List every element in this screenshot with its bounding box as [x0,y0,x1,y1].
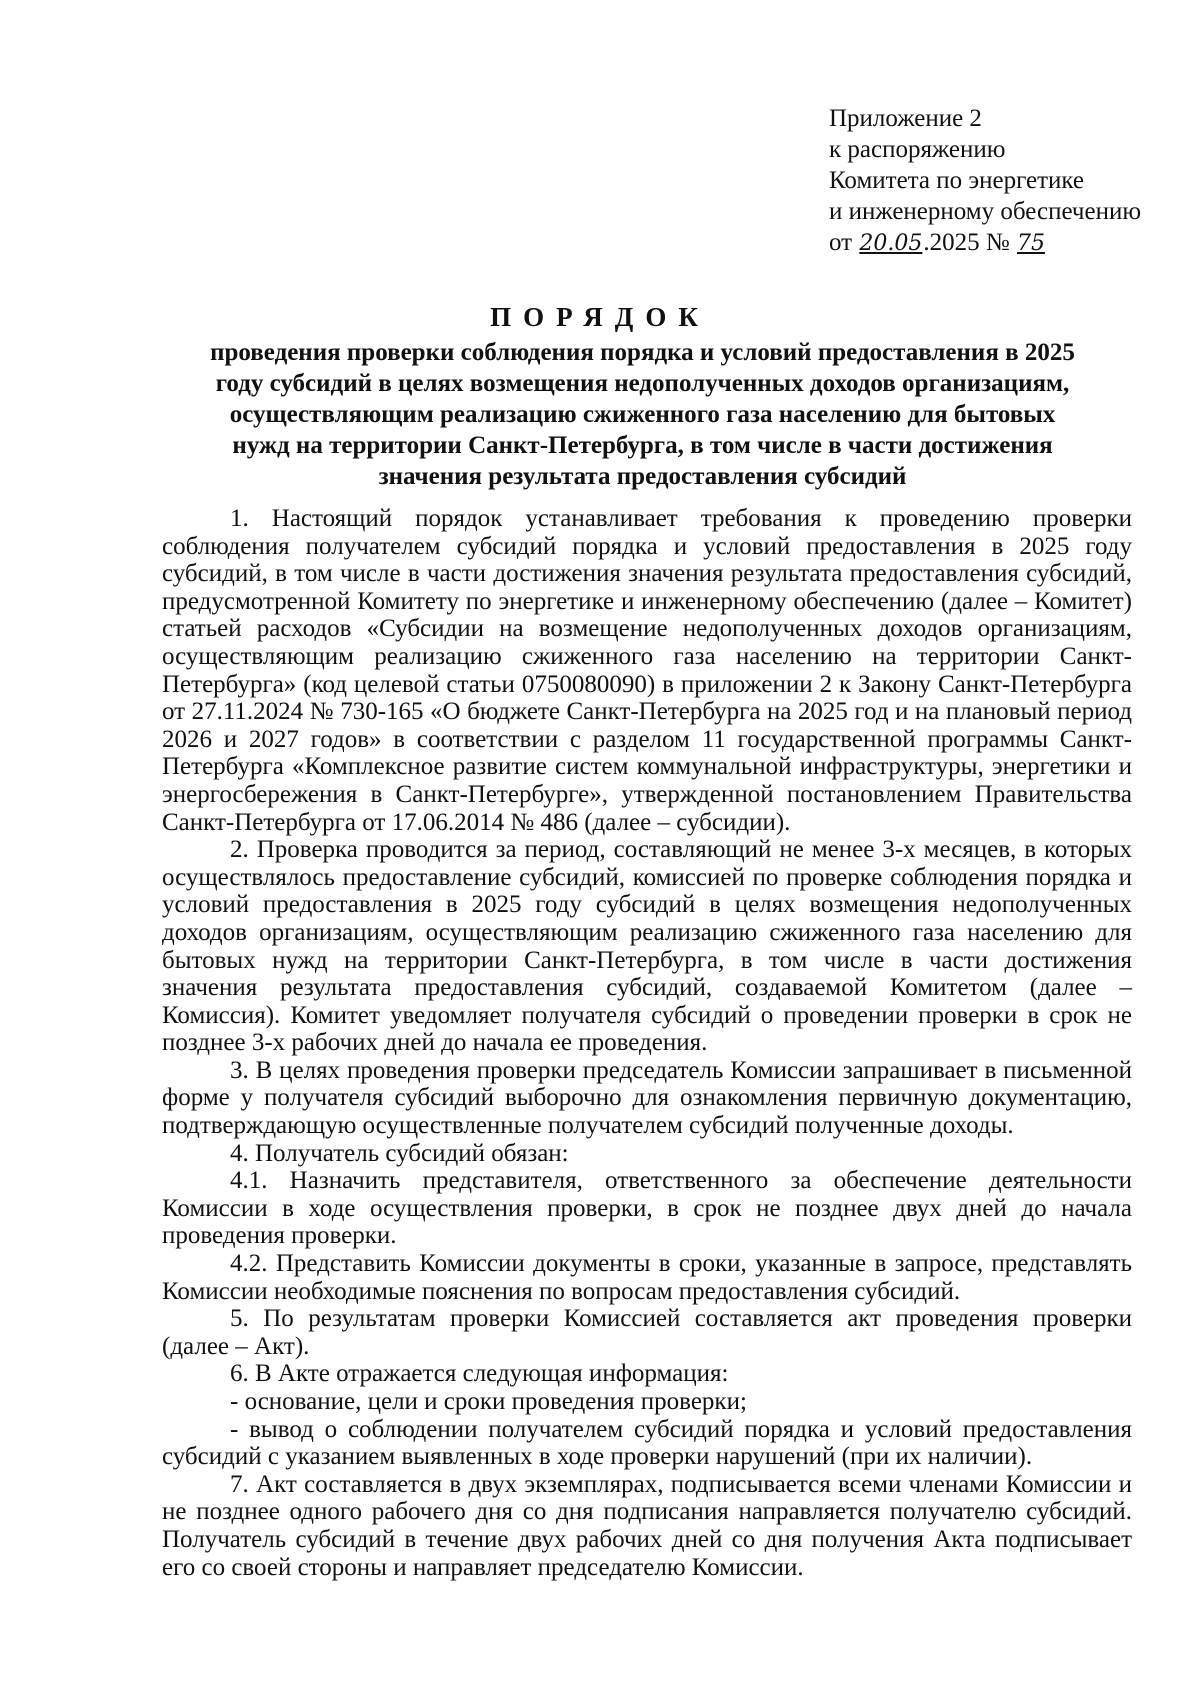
date-prefix: от [829,229,859,256]
handwritten-doc-number: 75 [1016,231,1045,256]
paragraph-3: 3. В целях проведения проверки председатель Комиссии запрашивает в письменной форме у получателя субсидий выборочно для ознакомления первичную документацию, подтверждающую осуществленные получателем субсидий полученные доходы. [162,1056,1132,1140]
paragraph-4-2: 4.2. Представить Комиссии документы в сроки, указанные в запросе, представлять Комиссии необходимые пояснения по вопросам предоставления субсидий. [162,1250,1132,1305]
appendix-line-2: к распоряжению [829,136,1006,163]
date-year: .2025 № [923,229,1016,256]
document-title: ПОРЯДОК [490,302,710,332]
appendix-line-3: Комитета по энергетике [829,167,1085,194]
handwritten-date: 20.05 [859,231,923,256]
document-body [162,505,1132,1581]
appendix-date-line [829,227,1141,259]
paragraph-6-item-1: - основание, цели и сроки проведения проверки; [230,1388,747,1415]
appendix-block [829,103,1141,259]
paragraph-4: 4. Получатель субсидий обязан: [230,1139,569,1167]
paragraph-4-1: 4.1. Назначить представителя, ответственного за обеспечение деятельности Комиссии в ходе осуществления проверки, в срок не позднее двух дней до начала проведения проверки. [162,1167,1132,1250]
appendix-line-4: и инженерному обеспечению [829,198,1142,225]
document-subtitle: проведения проверки соблюдения порядка и условий предоставления в 2025 году субсидий в целях возмещения недополученных доходов организациям, осуществляющим реализацию сжиженного газа населению для бытовых нужд на территории Санкт-Петербурга, в том числе в части достижения значения результата предоставления субсидий [210,339,1075,490]
paragraph-6: 6. В Акте отражается следующая информация: [230,1360,729,1388]
paragraph-6-item-2: - вывод о соблюдении получателем субсидий порядка и условий предоставления субсидий с указанием выявленных в ходе проверки нарушений (при их наличии). [162,1415,1132,1471]
appendix-line-1: Приложение 2 [829,105,982,132]
paragraph-1: 1. Настоящий порядок устанавливает требования к проведению проверки соблюдения получателем субсидий порядка и условий предоставления в 2025 году субсидий, в том числе в части достижения значения результата предоставления субсидий, предусмотренной Комитету по энергетике и инженерному обеспечению (далее – Комитет) статьей расходов «Субсидии на возмещение недополученных доходов организациям, осуществляющим реализацию сжиженного газа населению на территории Санкт-Петербурга» (код целевой статьи 0750080090) в приложении 2 к Закону Санкт-Петербурга от 27.11.2024 № 730-165 «О бюджете Санкт-Петербурга на 2025 год и на плановый период 2026 и 2027 годов» в соответствии с разделом 11 государственной программы Санкт-Петербурга «Комплексное развитие систем коммунальной инфраструктуры, энергетики и энергосбережения в Санкт-Петербурге», утвержденной постановлением Правительства Санкт-Петербурга от 17.06.2014 № 486 (далее – субсидии). [162,505,1132,836]
paragraph-7: 7. Акт составляется в двух экземплярах, подписывается всеми членами Комиссии и не позднее одного рабочего дня со дня подписания направляется получателю субсидий. Получатель субсидий в течение двух рабочих дней со дня получения Акта подписывает его со своей стороны и направляет председателю Комиссии. [162,1470,1132,1581]
paragraph-5: 5. По результатам проверки Комиссией составляется акт проведения проверки (далее – Акт). [162,1305,1132,1360]
paragraph-2: 2. Проверка проводится за период, составляющий не менее 3-х месяцев, в которых осуществлялось предоставление субсидий, комиссией по проверке соблюдения порядка и условий предоставления в 2025 году субсидий в целях возмещения недополученных доходов организациям, осуществляющим реализацию сжиженного газа населению для бытовых нужд на территории Санкт-Петербурга, в том числе в части достижения значения результата предоставления субсидий, создаваемой Комитетом (далее – Комиссия). Комитет уведомляет получателя субсидий о проведении проверки в срок не позднее 3-х рабочих дней до начала ее проведения. [162,836,1132,1057]
